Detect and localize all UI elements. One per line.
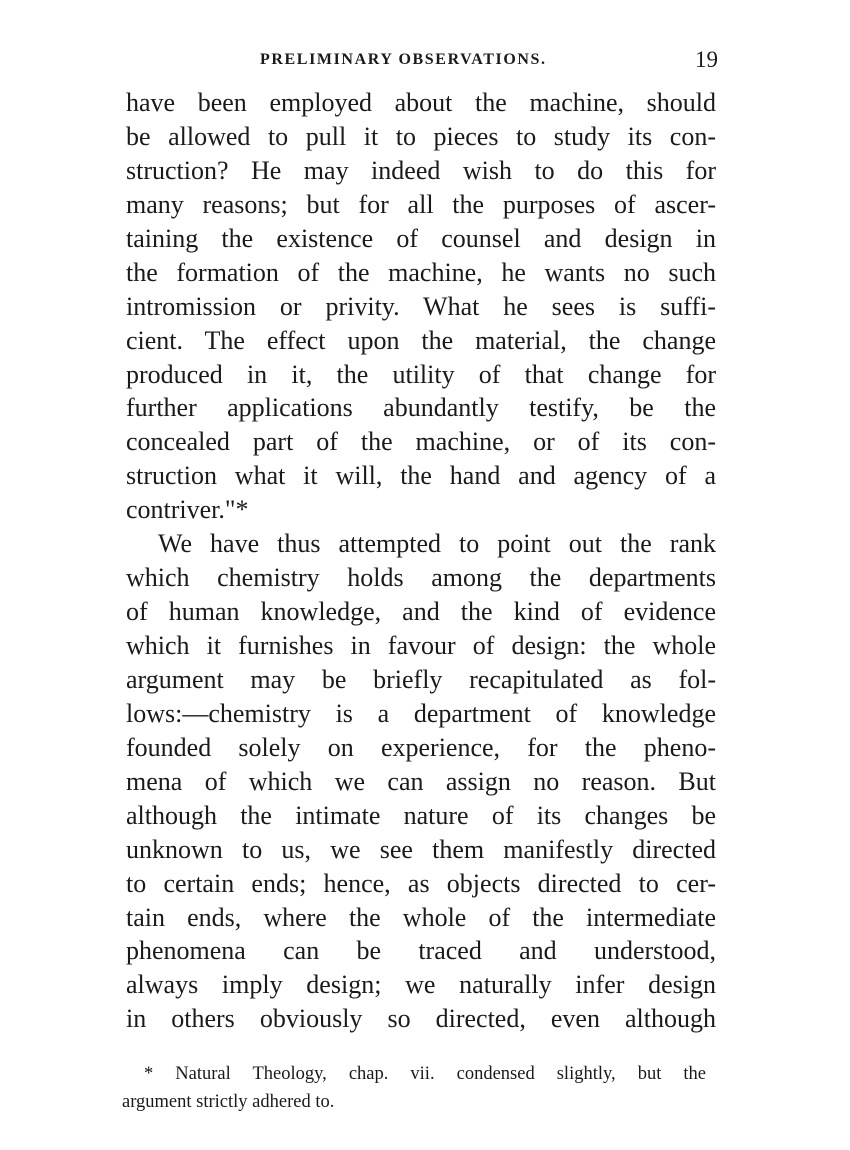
text-line: unknown to us, we see them manifestly directed: [126, 834, 716, 864]
text-line: founded solely on experience, for the pheno-: [126, 732, 716, 762]
text-line: mena of which we can assign no reason. But: [126, 766, 716, 796]
text-line: further applications abundantly testify, be the: [126, 393, 716, 423]
page-number: 19: [695, 47, 718, 72]
text-line: many reasons; but for all the purposes of ascer-: [126, 189, 716, 219]
text-line: which it furnishes in favour of design: the whole: [126, 631, 716, 660]
text-line: although the intimate nature of its changes be: [126, 800, 716, 830]
text-line: produced in it, the utility of that change for: [126, 359, 716, 389]
footnote: [122, 1060, 706, 1116]
text-line: contriver."*: [126, 495, 249, 525]
text-line: to certain ends; hence, as objects directed to cer-: [126, 868, 716, 898]
text-line: argument may be briefly recapitulated as fol-: [126, 664, 716, 694]
text-line: always imply design; we naturally infer design: [126, 970, 716, 1000]
text-line: phenomena can be traced and understood,: [126, 936, 716, 966]
text-line: have been employed about the machine, should: [126, 88, 716, 117]
footnote-line: argument strictly adhered to.: [122, 1092, 335, 1112]
text-line: the formation of the machine, he wants no such: [126, 257, 716, 287]
text-line: concealed part of the machine, or of its con-: [126, 427, 716, 457]
text-line: cient. The effect upon the material, the change: [126, 325, 716, 355]
text-line: taining the existence of counsel and design in: [126, 223, 716, 253]
text-line: of human knowledge, and the kind of evidence: [126, 597, 716, 627]
text-line: intromission or privity. What he sees is suffi-: [126, 291, 716, 321]
text-line: which chemistry holds among the departments: [126, 563, 716, 593]
running-title: PRELIMINARY OBSERVATIONS.: [260, 51, 547, 68]
footnote-line: * Natural Theology, chap. vii. condensed slightly, but the: [144, 1064, 706, 1084]
paragraph-start-line: We have thus attempted to point out the rank: [158, 529, 716, 559]
text-line: in others obviously so directed, even although: [126, 1004, 716, 1034]
text-line: struction what it will, the hand and agency of a: [126, 461, 716, 491]
running-head: [120, 47, 720, 75]
text-line: be allowed to pull it to pieces to study its con-: [126, 121, 716, 151]
text-line: struction? He may indeed wish to do this for: [126, 155, 716, 185]
text-line: tain ends, where the whole of the intermediate: [126, 902, 716, 932]
body-text: [126, 86, 716, 1036]
text-line: lows:—chemistry is a department of knowledge: [126, 698, 716, 728]
